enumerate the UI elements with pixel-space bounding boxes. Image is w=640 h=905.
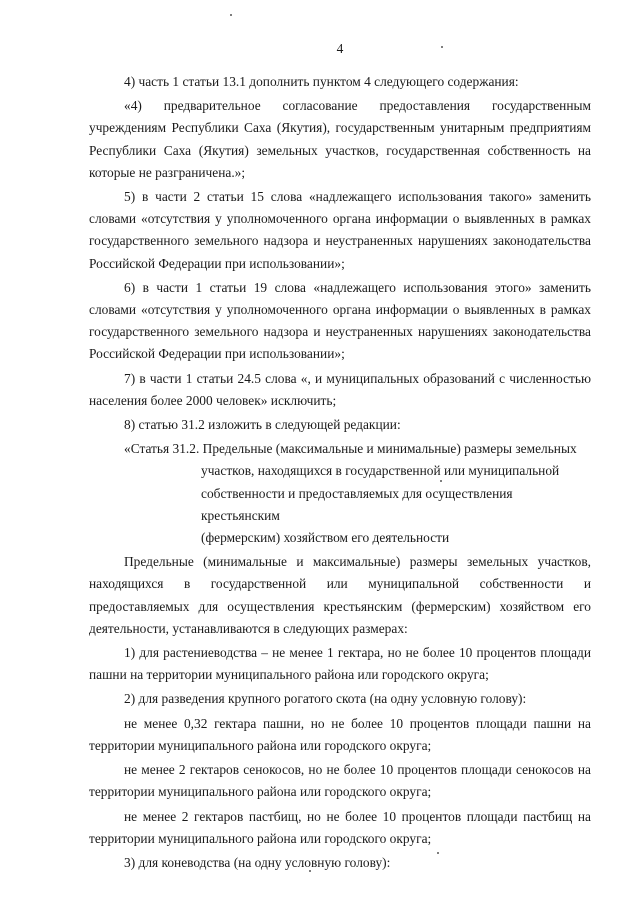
paragraph-item-8: 8) статью 31.2 изложить в следующей редакции: [124,417,401,433]
paragraph-item-4-content: «4) предварительное согласование предоставления государственным учреждениям Республики Саха (Якутия), государственным унитарным предприятиям Республики Саха (Якутия) земельных участков, государственная собственность на которые не разграничена.»; [89,98,591,180]
article-heading-line: (фермерским) хозяйством его деятельности [201,530,450,546]
paragraph-item-6: 6) в части 1 статьи 19 слова «надлежащего использования этого» заменить словами «отсутствия у уполномоченного органа информации о выявленных в рамках государственного земельного надзора и неустраненных нарушениях законодательства Российской Федерации при использовании»; [89,279,591,362]
article-heading-line: участков, находящихся в государственной или муниципальной [201,463,560,479]
paragraph-item-4: 4) часть 1 статьи 13.1 дополнить пунктом 4 следующего содержания: [124,74,519,89]
scan-speck [309,870,311,872]
body-paragraph: 1) для растениеводства – не менее 1 гектара, но не более 10 процентов площади пашни на территории муниципального района или городского округа; [89,645,591,683]
body-paragraph: 2) для разведения крупного рогатого скота (на одну условную голову): [124,691,527,707]
paragraph-item-7: 7) в части 1 статьи 24.5 слова «, и муниципальных образований с численностью населения более 2000 человек» исключить; [89,370,591,408]
body-paragraph: не менее 2 гектаров пастбищ, но не более 10 процентов площади пастбищ на территории муниципального района или городского округа; [89,808,591,846]
scan-speck [440,480,442,482]
body-paragraph: не менее 0,32 гектара пашни, но не более 10 процентов площади пашни на территории муниципального района или городского округа; [89,715,591,753]
body-paragraph: не менее 2 гектаров сенокосов, но не более 10 процентов площади сенокосов на территории муниципального района или городского округа; [89,762,591,800]
body-paragraph: Предельные (минимальные и максимальные) размеры земельных участков, находящихся в государственной или муниципальной собственности и предоставляемых для осуществления крестьянским (фермерским) хозяйством его деятельности, устанавливаются в следующих размерах: [89,554,591,636]
body-paragraph: 3) для коневодства (на одну условную голову): [124,854,391,870]
article-heading-first-line: «Статья 31.2. Предельные (максимальные и минимальные) размеры земельных [124,441,577,457]
paragraph-item-5: 5) в части 2 статьи 15 слова «надлежащего использования такого» заменить словами «отсутствия у уполномоченного органа информации о выявленных в рамках государственного земельного надзора и неустраненных нарушениях законодательства Российской Федерации при использовании»; [89,189,591,271]
scan-speck [437,852,439,854]
document-text [89,71,591,876]
scan-speck [441,46,443,48]
scan-speck [230,14,232,16]
article-heading [89,438,591,549]
article-heading-line: собственности и предоставляемых для осуществления крестьянским [201,485,513,523]
page-number: 4 [336,41,344,56]
